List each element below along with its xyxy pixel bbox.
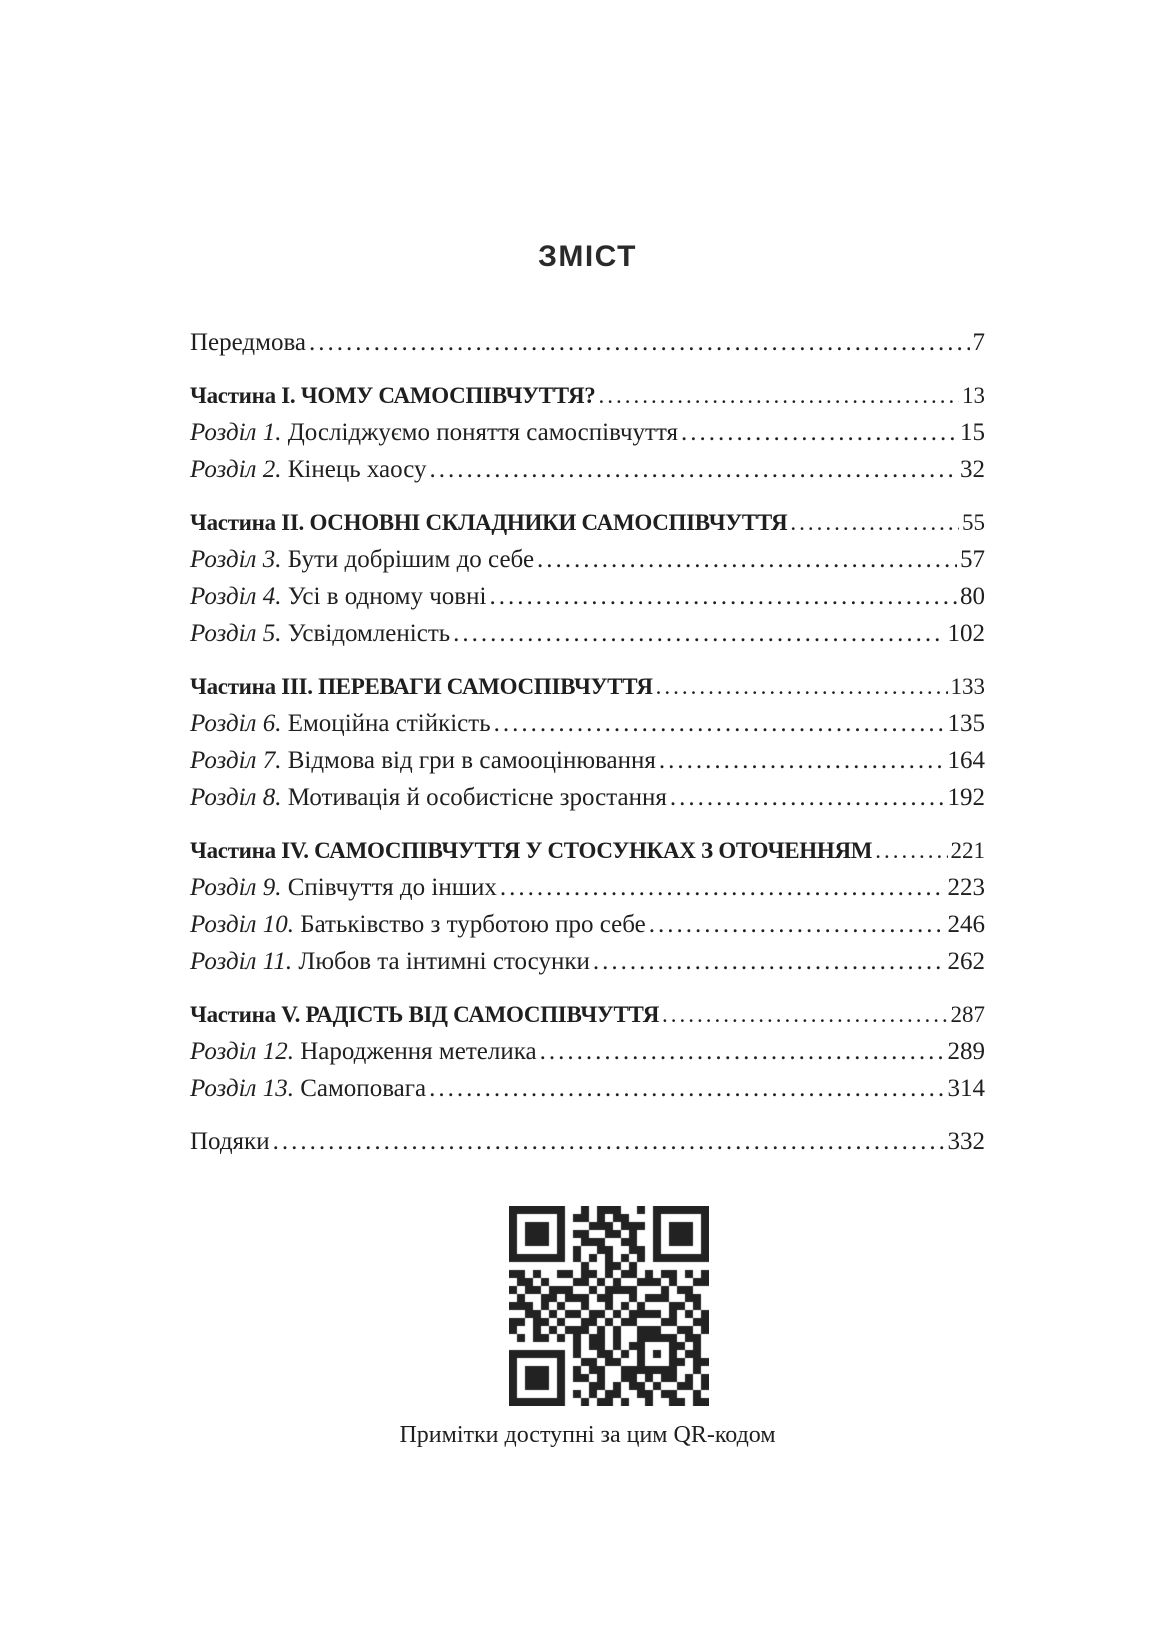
chapter-title: Емоційна стійкість	[287, 710, 491, 737]
toc-content	[190, 0, 985, 1450]
chapter-prefix: Розділ 3.	[190, 546, 288, 573]
toc-entry	[190, 1123, 985, 1160]
dot-leader	[270, 1123, 945, 1160]
page-number: 164	[947, 747, 985, 774]
chapter-title: Любов та інтимні стосунки	[298, 948, 590, 975]
dot-leader	[537, 1033, 945, 1070]
chapter-prefix: Розділ 8.	[190, 784, 288, 811]
chapter-title: Подяки	[190, 1128, 270, 1155]
chapter-title: Частина ІІ. ОСНОВНІ СКЛАДНИКИ САМОСПІВЧУТТЯ	[190, 510, 788, 535]
chapter-title: Усвідомленість	[287, 620, 451, 647]
qr-code-icon	[509, 1206, 709, 1406]
chapter-prefix: Розділ 5.	[190, 620, 288, 647]
dot-leader	[595, 377, 959, 414]
toc-entry	[190, 1070, 985, 1107]
page-number: 223	[947, 874, 985, 901]
toc-entry	[190, 906, 985, 943]
toc-list	[190, 324, 985, 1160]
dot-leader	[656, 742, 945, 779]
toc-entry	[190, 996, 985, 1033]
toc-entry-label	[190, 996, 659, 1033]
toc-entry	[190, 943, 985, 980]
page-title: ЗМІСТ	[538, 240, 637, 273]
chapter-prefix: Розділ 2.	[190, 456, 288, 483]
toc-entry	[190, 705, 985, 742]
chapter-prefix: Розділ 7.	[190, 747, 288, 774]
toc-entry-label	[190, 705, 491, 742]
dot-leader	[497, 869, 945, 906]
toc-entry	[190, 668, 985, 705]
chapter-title: Народження метелика	[300, 1038, 537, 1065]
page-number: 32	[960, 456, 985, 483]
toc-entry-label	[190, 906, 646, 943]
chapter-prefix: Розділ 4.	[190, 583, 288, 610]
page-number: 135	[947, 710, 985, 737]
dot-leader	[534, 541, 957, 578]
toc-entry	[190, 1033, 985, 1070]
toc-entry	[190, 504, 985, 541]
toc-entry	[190, 541, 985, 578]
chapter-title: Мотивація й особистісне зростання	[287, 784, 667, 811]
chapter-title: Самоповага	[300, 1075, 427, 1102]
dot-leader	[787, 504, 959, 541]
chapter-title: Співчуття до інших	[287, 874, 497, 901]
page-number: 332	[947, 1128, 985, 1155]
page-number: 102	[947, 620, 985, 647]
page-number: 13	[962, 383, 985, 408]
page-number: 314	[947, 1075, 985, 1102]
toc-entry-label	[190, 779, 667, 816]
toc-entry	[190, 869, 985, 906]
page-number: 289	[947, 1038, 985, 1065]
dot-leader	[646, 906, 945, 943]
toc-entry	[190, 414, 985, 451]
toc-entry-label	[190, 324, 306, 361]
page-number: 221	[950, 838, 985, 863]
chapter-title: Частина ІV. САМОСПІВЧУТТЯ У СТОСУНКАХ З ОТОЧЕННЯМ	[190, 838, 873, 863]
toc-entry	[190, 779, 985, 816]
toc-entry-label	[190, 615, 450, 652]
qr-block	[509, 1206, 709, 1406]
dot-leader	[667, 779, 945, 816]
dot-leader	[486, 578, 957, 615]
chapter-prefix: Розділ 1.	[190, 419, 288, 446]
chapter-title: Передмова	[190, 329, 307, 356]
page-number: 7	[972, 329, 985, 356]
page-number: 80	[960, 583, 985, 610]
chapter-title: Бути добрішим до себе	[287, 546, 535, 573]
toc-entry-label	[190, 742, 656, 779]
page-number: 133	[950, 674, 985, 699]
toc-entry-label	[190, 541, 534, 578]
chapter-prefix: Розділ 6.	[190, 710, 288, 737]
chapter-prefix: Розділ 10.	[190, 911, 301, 938]
toc-entry	[190, 742, 985, 779]
chapter-prefix: Розділ 13.	[190, 1075, 301, 1102]
chapter-prefix: Розділ 12.	[190, 1038, 301, 1065]
toc-entry-label	[190, 832, 872, 869]
dot-leader	[872, 832, 947, 869]
qr-caption: Примітки доступні за цим QR-кодом	[399, 1422, 776, 1448]
toc-entry-label	[190, 869, 497, 906]
dot-leader	[678, 414, 957, 451]
page-number: 57	[960, 546, 985, 573]
page-number: 287	[950, 1002, 985, 1027]
toc-entry-label	[190, 377, 595, 414]
toc-entry	[190, 324, 985, 361]
page-number: 55	[962, 510, 985, 535]
toc-entry	[190, 578, 985, 615]
toc-entry-label	[190, 668, 653, 705]
chapter-title: Відмова від гри в самооцінювання	[287, 747, 656, 774]
chapter-prefix: Розділ 11.	[190, 948, 299, 975]
chapter-title: Досліджуємо поняття самоспівчуття	[287, 419, 679, 446]
chapter-title: Кінець хаосу	[287, 456, 427, 483]
toc-entry-label	[190, 578, 486, 615]
toc-entry-label	[190, 504, 787, 541]
dot-leader	[426, 1070, 944, 1107]
toc-entry-label	[190, 414, 678, 451]
chapter-title: Частина І. ЧОМУ САМОСПІВЧУТТЯ?	[190, 383, 596, 408]
page-number: 246	[947, 911, 985, 938]
dot-leader	[659, 996, 947, 1033]
toc-entry-label	[190, 451, 427, 488]
toc-entry-label	[190, 1123, 270, 1160]
chapter-title: Частина ІІІ. ПЕРЕВАГИ САМОСПІВЧУТТЯ	[190, 674, 653, 699]
dot-leader	[653, 668, 948, 705]
toc-entry	[190, 615, 985, 652]
page-number: 15	[960, 419, 985, 446]
dot-leader	[427, 451, 957, 488]
chapter-title: Усі в одному човні	[287, 583, 487, 610]
toc-entry-label	[190, 943, 590, 980]
chapter-title: Батьківство з турботою про себе	[300, 911, 646, 938]
toc-entry-label	[190, 1033, 537, 1070]
page-number: 262	[947, 948, 985, 975]
chapter-prefix: Розділ 9.	[190, 874, 288, 901]
dot-leader	[590, 943, 945, 980]
toc-entry	[190, 451, 985, 488]
toc-entry	[190, 832, 985, 869]
chapter-title: Частина V. РАДІСТЬ ВІД САМОСПІВЧУТТЯ	[190, 1002, 660, 1027]
page-number: 192	[947, 784, 985, 811]
toc-entry	[190, 377, 985, 414]
dot-leader	[306, 324, 969, 361]
dot-leader	[450, 615, 944, 652]
toc-entry-label	[190, 1070, 426, 1107]
dot-leader	[491, 705, 945, 742]
